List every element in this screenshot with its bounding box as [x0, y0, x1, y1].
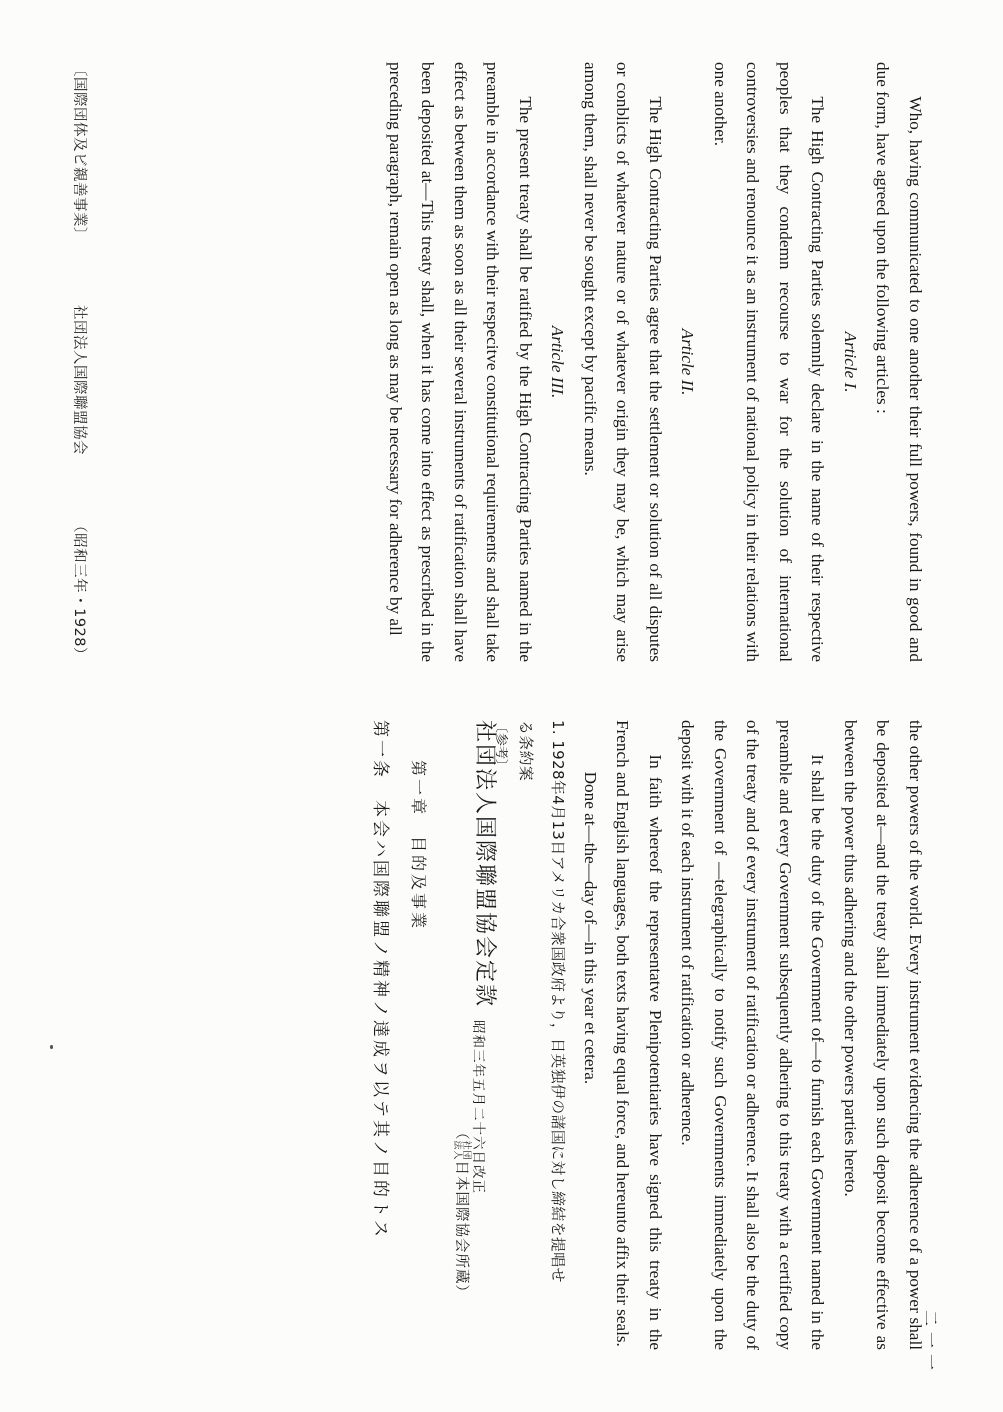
reference-source: [453, 1125, 471, 1300]
first-article: 第一条 本会ハ国際聯盟ノ精神ノ達成ヲ以テ其ノ目的トス: [370, 720, 390, 1240]
running-footer: [70, 62, 91, 662]
left-column: [379, 62, 932, 662]
article-3-heading: Article III.: [548, 325, 568, 399]
page-number: 二一一: [921, 1310, 940, 1377]
note-line-2: る条約案: [517, 720, 534, 782]
source-small-bottom: 法人: [452, 1140, 463, 1161]
article-1-text: The High Contracting Parties solemnly declare in the name of their respective peoples that they condemn recourse to war for the solution of international controversies and renounce it as an instrument of national policy in their relations with one another.: [711, 62, 828, 662]
source-text: 日本国際協会所蔵）: [453, 1160, 470, 1301]
reference-title: 社団法人国際聯盟協会定款: [472, 720, 498, 1009]
note-line-1: 1. 1928年4月13日アメリカ合衆国政府より，日英独伊の諸国に対し締結を提唱せ: [549, 720, 567, 1283]
article-2-text: The High Contracting Parties agree that the settlement or solution of all disputes or conblicts of whatever nature or of whatever origin they may be, which may arise among them, shall never be sought except by pacific means.: [581, 62, 665, 662]
article-2-heading: Article II.: [678, 328, 698, 396]
done-line: Done at—the—day of—in this year et cetera.: [581, 771, 600, 1085]
footer-era: （昭和三年・1928）: [71, 518, 87, 662]
duty-paragraph: It shall be the duty of the Government of—to furnish each Government named in the preamble and every Government subsequently adhering to this treaty with a certified copy of the treaty and of every instrument of ratification or adherence. It shall also be the duty of the Government of —telegraphically to notify such Governments immediately upon the deposit with it of each instrument of ratification or adherence.: [678, 720, 828, 1350]
footer-section: 〔国際団体及ビ親善事業〕: [71, 62, 87, 242]
source-small-top: 社団: [461, 1140, 472, 1161]
scan-speck: [50, 1045, 53, 1049]
reference-date: 昭和三年五月二十六日改正: [470, 1020, 487, 1194]
faith-paragraph: In faith whereof the representatve Plenipotentiaries have signed this treaty in the French and English languages, both texts having equal force, and hereunto affix their seals.: [613, 720, 665, 1350]
source-paren: （: [453, 1125, 470, 1141]
chapter-heading: 第一章 目的及事業: [409, 760, 429, 932]
intro-paragraph: Who, having communicated to one another their full powers, found in good and due form, have agreed upon the following articles :: [873, 62, 925, 662]
continuation-paragraph: the other powers of the world. Every instrument evidencing the adherence of a power shall be deposited at—and the treaty shall immediately upon such deposit become effective as between the power thus adhering and the other powers parties hereto.: [841, 720, 925, 1350]
reference-tag: 〔参考〕: [493, 720, 509, 773]
article-3-text: The present treaty shall be ratified by the High Contracting Parties named in the preamble in accordance with their respecitve constitutional requirements and shall take effect as between them as soon as all their several instruments of ratification shall have been deposited at—This treaty shall, when it has come into effect as prescribed in the preceding paragraph, remain open as long as may be necessary for adherence by all: [386, 62, 535, 662]
right-column: [364, 720, 932, 1350]
source-corp-type: [453, 1141, 471, 1161]
reference-block: [452, 720, 509, 1350]
footer-organization: 社団法人国際聯盟協会: [71, 305, 87, 456]
article-1-heading: Article I.: [841, 331, 860, 393]
